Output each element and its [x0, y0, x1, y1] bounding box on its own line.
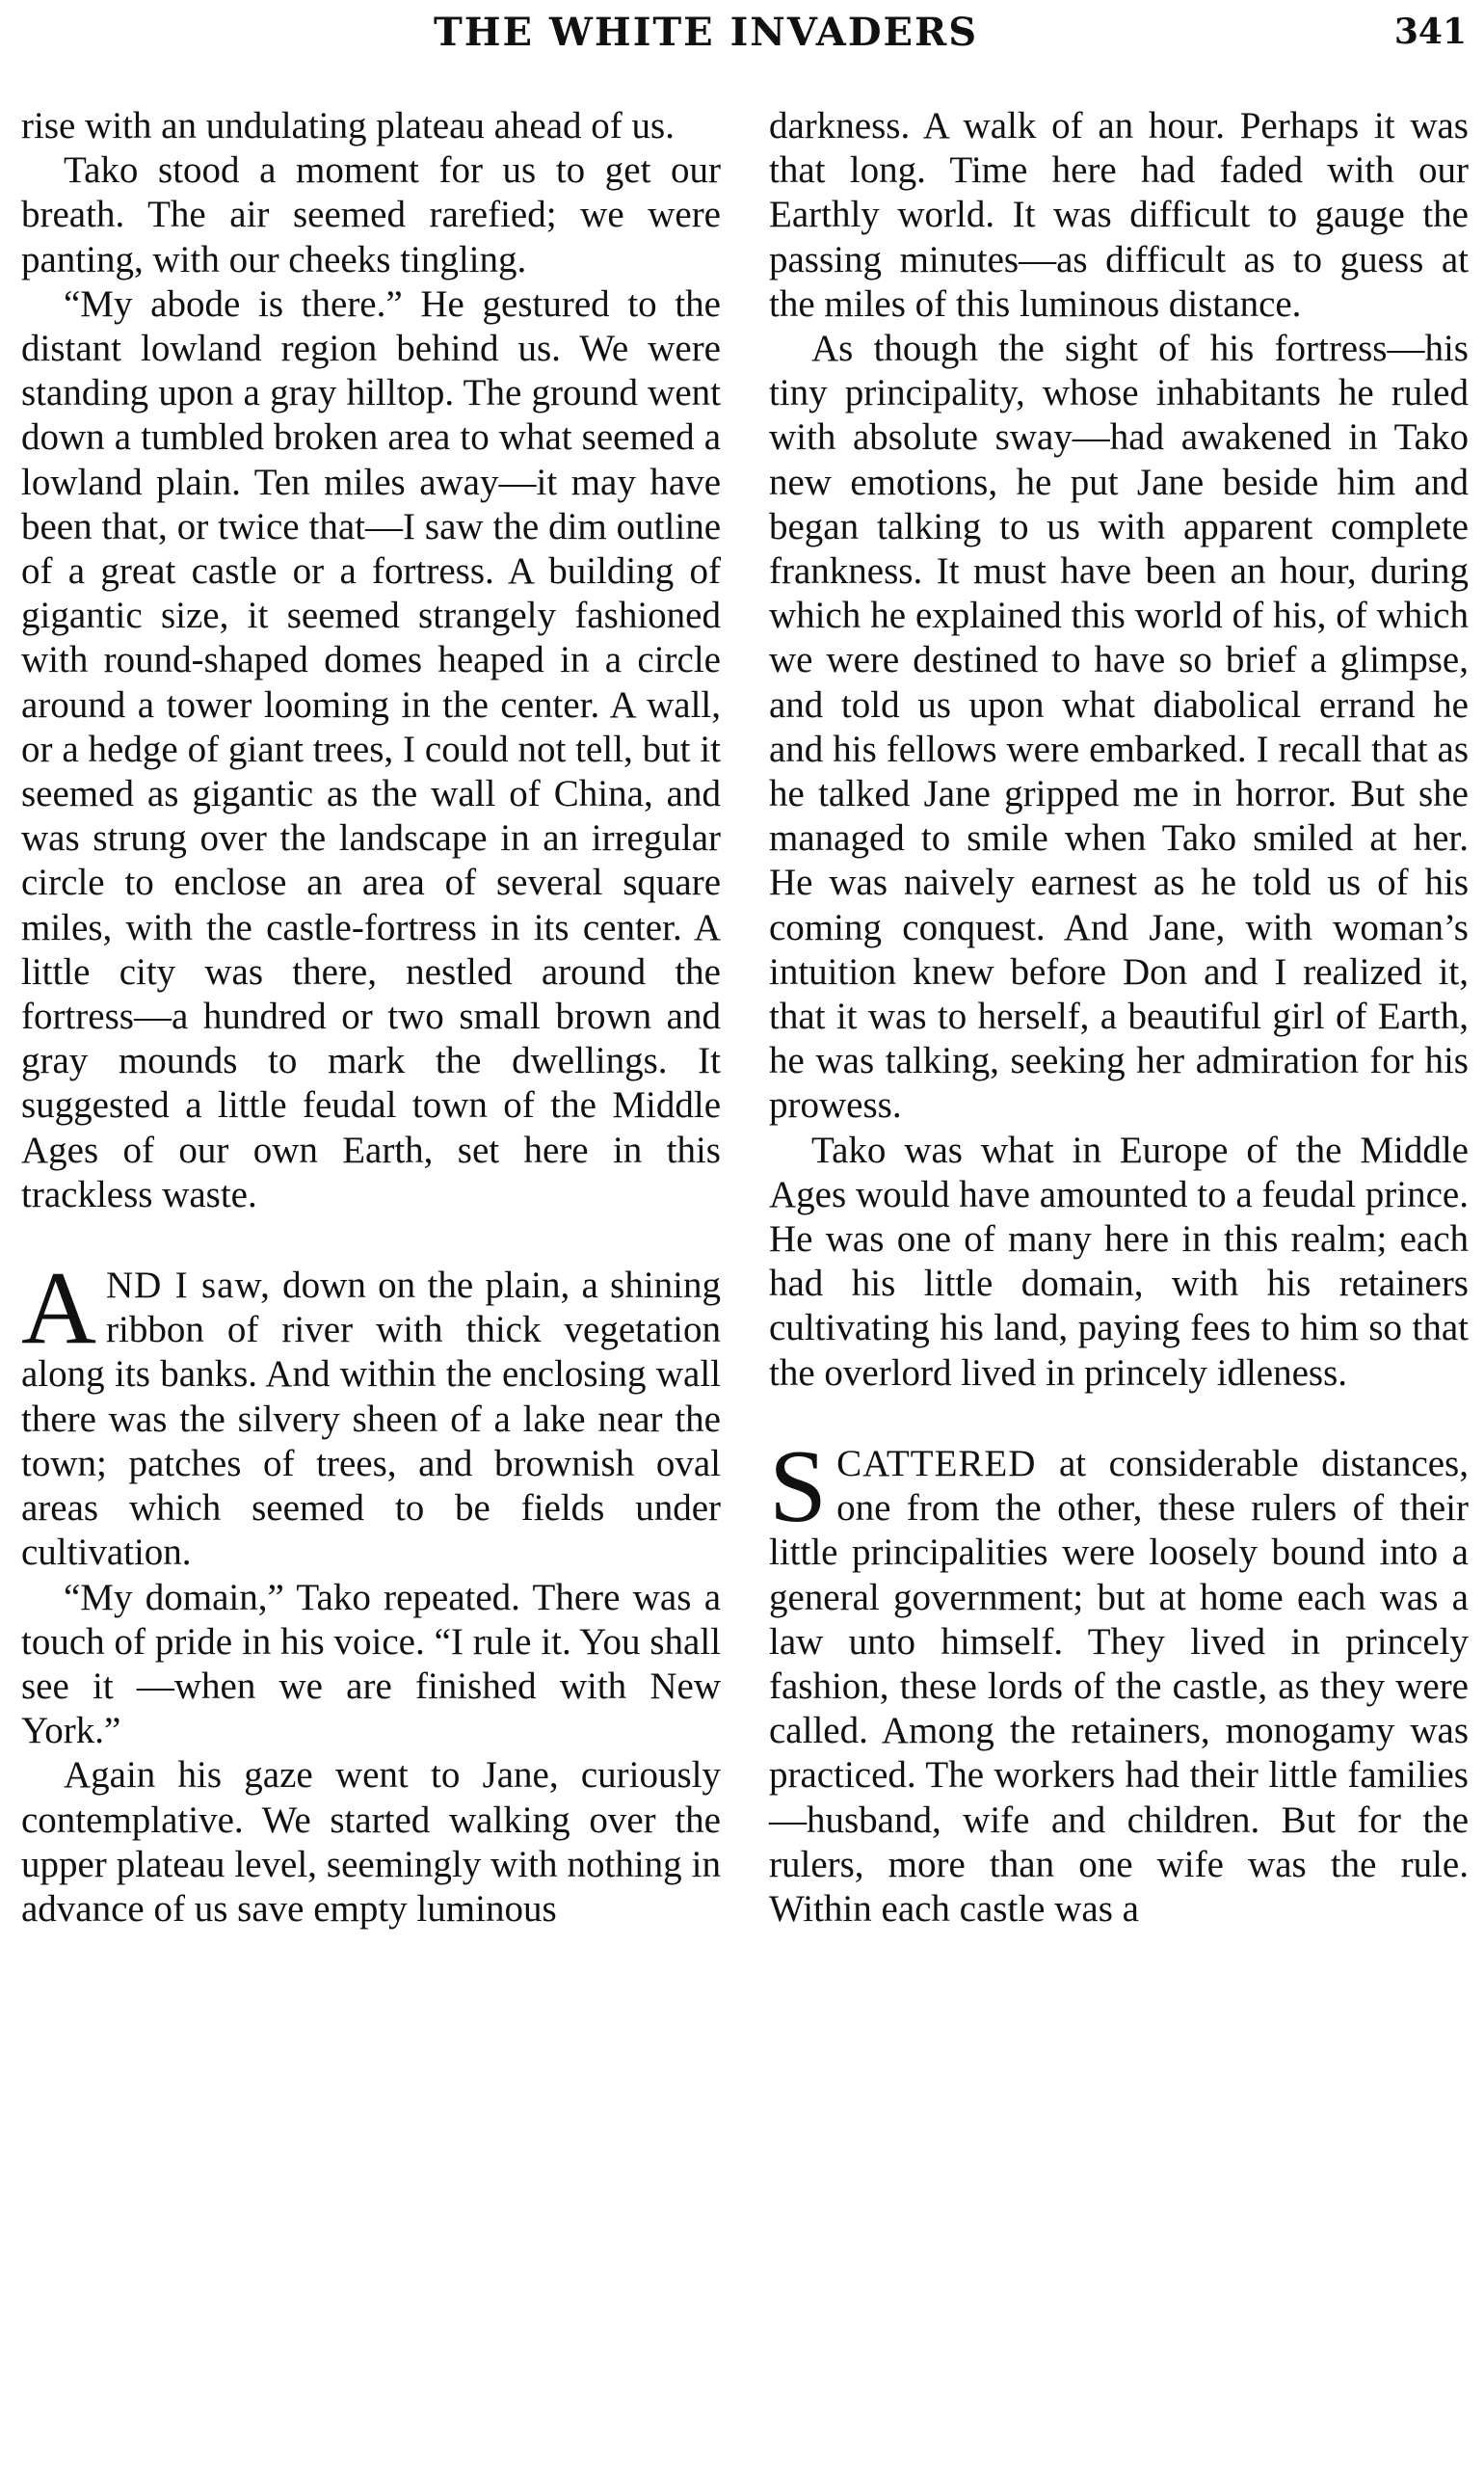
paragraph: Again his gaze went to Jane, curiously contemplative. We started walking over the upper plateau level, seemingly with nothing in advance of us save empty luminous — [21, 1754, 721, 1930]
paragraph: darkness. A walk of an hour. Perhaps it was that long. Time here had faded with our Earthly world. It was difficult to gauge the passing minutes—as difficult as to guess at the miles of this luminous distance. — [769, 105, 1469, 325]
lead-in-text: ND I saw, — [106, 1265, 271, 1307]
drop-cap: S — [769, 1428, 828, 1544]
drop-cap: A — [21, 1251, 96, 1367]
running-title: THE WHITE INVADERS — [434, 10, 979, 55]
page-number: 341 — [1393, 12, 1467, 52]
section-opening-paragraph — [21, 1251, 721, 1575]
paragraph-text: at considerable distances, one from the other, these rulers of their little principalities were loosely bound into a general government; but at home each was a law unto himself. They lived in princely fashion, these lords of the castle, as they were called. Among the retainers, monogamy was practiced. The workers had their little families—husband, wife and children. But for the rulers, more than one wife was the rule. Within each castle was a — [769, 1442, 1469, 1930]
paragraph-text: down on the plain, a shining ribbon of river with thick vegetation along its banks. And within the enclosing wall there was the silvery sheen of a lake near the town; patches of trees, and brownish oval areas which seemed to be fields under cultivation. — [21, 1265, 721, 1574]
paragraph: Tako was what in Europe of the Middle Ages would have amounted to a feudal prince. He was one of many here in this realm; each had his little domain, with his retainers cultivating his land, paying fees to him so that the overlord lived in princely idleness. — [769, 1129, 1469, 1394]
paragraph: “My domain,” Tako repeated. There was a touch of pride in his voice. “I rule it. You shall see it —when we are finished with New York.” — [21, 1576, 721, 1752]
paragraph: rise with an undulating plateau ahead of us. — [21, 105, 675, 147]
section-opening-paragraph — [769, 1428, 1469, 1932]
left-column — [21, 104, 721, 1932]
paragraph: Tako stood a moment for us to get our breath. The air seemed rarefied; we were panting, with our cheeks tingling. — [21, 149, 721, 280]
right-column — [769, 104, 1469, 1932]
page-header — [0, 10, 1484, 58]
lead-in-text: CATTERED — [836, 1442, 1037, 1484]
paragraph: “My abode is there.” He gestured to the distant lowland region behind us. We were standing upon a gray hilltop. The ground went down a tumbled broken area to what seemed a lowland plain. Ten miles away—it may have been that, or twice that—I saw the dim outline of a great castle or a fortress. A building of gigantic size, it seemed strangely fashioned with round-shaped domes heaped in a circle around a tower looming in the center. A wall, or a hedge of giant trees, I could not tell, but it seemed as gigantic as the wall of China, and was strung over the landscape in an irregular circle to enclose an area of several square miles, with the castle-fortress in its center. A little city was there, nestled around the fortress—a hundred or two small brown and gray mounds to mark the dwellings. It suggested a little feudal town of the Middle Ages of our own Earth, set here in this trackless waste. — [21, 282, 721, 1215]
paragraph: As though the sight of his fortress—his tiny principality, whose inhabitants he ruled with absolute sway—had awakened in Tako new emotions, he put Jane beside him and began talking to us with apparent complete frankness. It must have been an hour, during which he explained this world of his, of which we were destined to have so brief a glimpse, and told us upon what diabolical errand he and his fellows were embarked. I recall that as he talked Jane gripped me in horror. But she managed to smile when Tako smiled at her. He was naively earnest as he told us of his coming conquest. And Jane, with woman’s intuition knew before Don and I realized it, that it was to herself, a beautiful girl of Earth, he was talking, seeking her admiration for his prowess. — [769, 328, 1469, 1127]
